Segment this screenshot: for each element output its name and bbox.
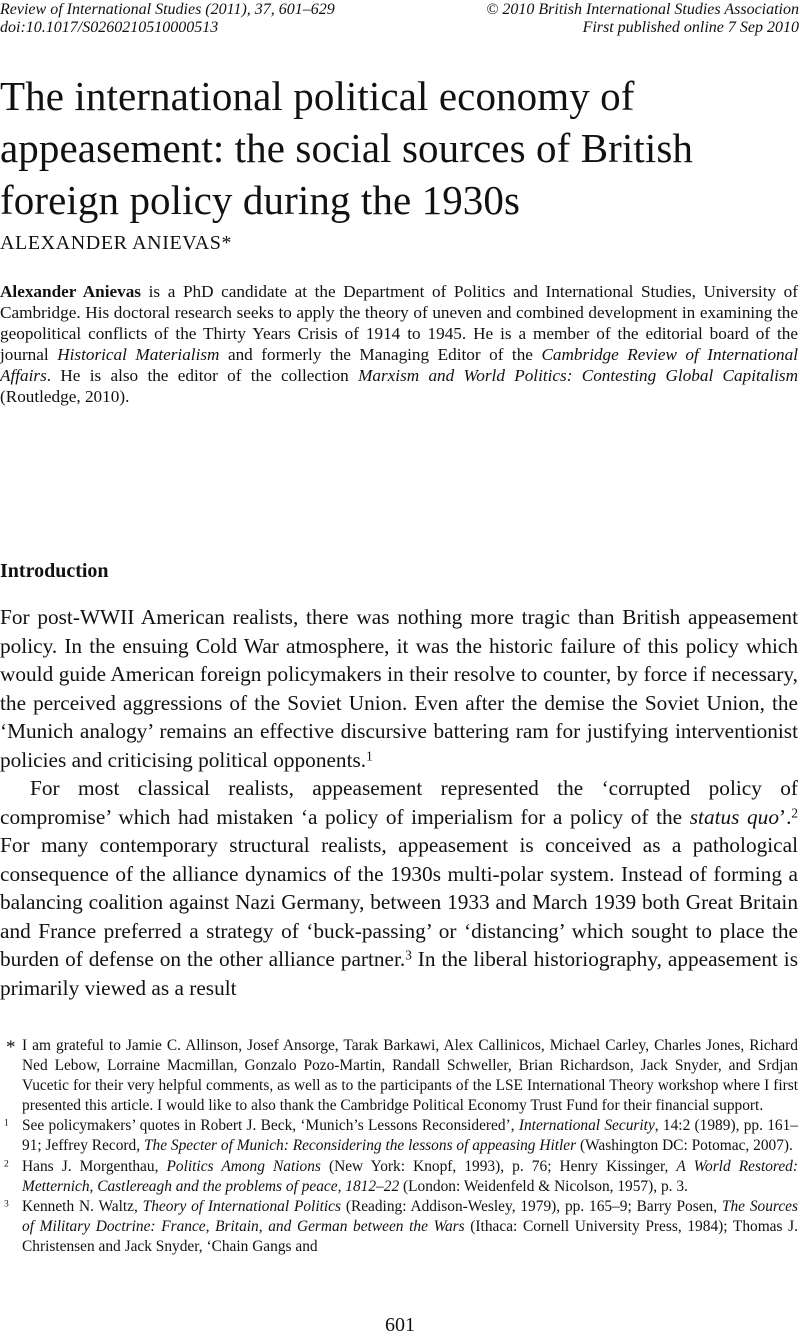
bio-text: is a PhD candidate at the Department of Politics and International Studies, University of Cambridge. His doctoral research seeks to apply the theory of uneven and combined development in examining the geopolitical conflicts of the Thirty Years Crisis of 1914 to 1945. He is a member of the editorial board of the journal [0, 282, 798, 364]
article-title: The international political economy of appeasement: the social sources of British foreign policy during the 1930s [0, 73, 694, 223]
paragraph-text: In the liberal historiography, appeasement is primarily viewed as a result [0, 947, 798, 1000]
footnote-italic: International Security [518, 1117, 655, 1135]
author-bio [0, 281, 798, 407]
page-number: 601 [385, 1314, 415, 1336]
footnote-text: Kenneth N. Waltz, [22, 1197, 143, 1215]
footnote-3 [0, 1197, 798, 1257]
footnote-ref[interactable]: 3 [405, 947, 412, 963]
footnote-text: I am grateful to Jamie C. Allinson, Josef Ansorge, Tarak Barkawi, Alex Callinicos, Michael Carley, Charles Jones, Richard Ned Lebow, Lorraine Macmillan, Gonzalo Pozo-Martin, Randall Schweller, Brian Richardson, Jack Snyder, and Srdjan Vucetic for their very helpful comments, as well as to the participants of the LSE International Theory workshop where I first presented this article. I would like to also thank the Cambridge Political Economy Trust Fund for their financial support. [22, 1037, 798, 1115]
footnote-star [0, 1036, 798, 1116]
author-name: ALEXANDER ANIEVAS* [0, 232, 233, 254]
bio-book-title: Marxism and World Politics: Contesting Global Capitalism [358, 366, 798, 385]
bio-text: and formerly the Managing Editor of the [219, 345, 542, 364]
footnote-text: (Ithaca: Cornell University Press, 1984); Thomas J. Christensen and Jack Snyder, ‘Chain Gangs and [22, 1217, 798, 1255]
footnote-italic: A World Restored: Metternich, Castlereagh and the problems of peace, 1812–22 [22, 1157, 798, 1195]
footnote-text: (New York: Knopf, 1993), p. 76; Henry Kissinger, [320, 1157, 677, 1175]
footnote-number: 1 [4, 1118, 9, 1130]
body-text [0, 603, 798, 1002]
footnote-text: (Reading: Addison-Wesley, 1979), pp. 165–9; Barry Posen, [340, 1197, 722, 1215]
doi-link[interactable]: doi:10.1017/S0260210510000513 [0, 19, 219, 36]
footnote-text: See policymakers’ quotes in Robert J. Beck, ‘Munich’s Lessons Reconsidered’, [22, 1117, 519, 1135]
paragraph-text: ’. [778, 804, 792, 829]
footnote-text: (Washington DC: Potomac, 2007). [576, 1137, 793, 1155]
bio-journal-title: Historical Materialism [57, 345, 220, 364]
footnote-ref[interactable]: 1 [366, 747, 373, 763]
footnote-mark: * [6, 1037, 16, 1058]
publication-date: First published online 7 Sep 2010 [582, 19, 799, 36]
footnote-number: 3 [4, 1198, 9, 1210]
journal-citation: Review of International Studies (2011), 37, 601–629 [0, 1, 335, 18]
paragraph-italic: status quo [689, 804, 779, 829]
footnote-italic: The Sources of Military Doctrine: France, Britain, and German between the Wars [22, 1197, 798, 1235]
footnote-text: , 14:2 (1989), pp. 161–91; Jeffrey Record, [22, 1117, 799, 1155]
bio-author-name: Alexander Anievas [0, 282, 141, 301]
footnote-italic: Theory of International Politics [142, 1197, 341, 1215]
paragraph-text: For post-WWII American realists, there was nothing more tragic than British appeasement policy. In the ensuing Cold War atmosphere, it was the historic failure of this policy which would guide American foreign policymakers in their resolve to counter, by force if necessary, the perceived aggressions of the Soviet Union. Even after the demise the Soviet Union, the ‘Munich analogy’ remains an effective discursive battering ram for justifying interventionist policies and criticising political opponents. [0, 605, 798, 772]
footnote-italic: The Specter of Munich: Reconsidering the lessons of appeasing Hitler [143, 1137, 577, 1155]
footnote-mark [4, 1157, 9, 1177]
paragraph-text: For most classical realists, appeasement represented the ‘corrupted policy of compromise’ which had mistaken ‘a policy of imperialism for a policy of the [0, 776, 798, 829]
footnote-ref[interactable]: 2 [791, 804, 798, 820]
paragraph-text: For many contemporary structural realists, appeasement is conceived as a pathological consequence of the alliance dynamics of the 1930s multi-polar system. Instead of forming a balancing coalition against Nazi Germany, between 1933 and March 1939 both Great Britain and France preferred a strategy of ‘buck-passing’ or ‘distancing’ which sought to place the burden of defense on the other alliance partner. [0, 833, 798, 971]
section-heading: Introduction [0, 560, 109, 582]
paragraph [0, 603, 798, 774]
footnote-text: Hans J. Morgenthau, [22, 1157, 167, 1175]
footnote-1 [0, 1116, 798, 1156]
footnote-mark [4, 1116, 9, 1136]
bio-text: . He is also the editor of the collection [46, 366, 359, 385]
footnote-italic: Politics Among Nations [166, 1157, 321, 1175]
copyright-notice: © 2010 British International Studies Association [486, 1, 799, 18]
footnote-mark [4, 1197, 9, 1217]
bio-journal-title: Cambridge Review of International Affairs [0, 345, 799, 385]
footnote-number: 2 [4, 1158, 9, 1170]
bio-text: (Routledge, 2010). [0, 387, 130, 406]
footnote-text: (London: Weidenfeld & Nicolson, 1957), p. 3. [399, 1177, 688, 1195]
footnotes [0, 1036, 798, 1257]
footnote-2 [0, 1157, 798, 1197]
paragraph [0, 774, 798, 1002]
